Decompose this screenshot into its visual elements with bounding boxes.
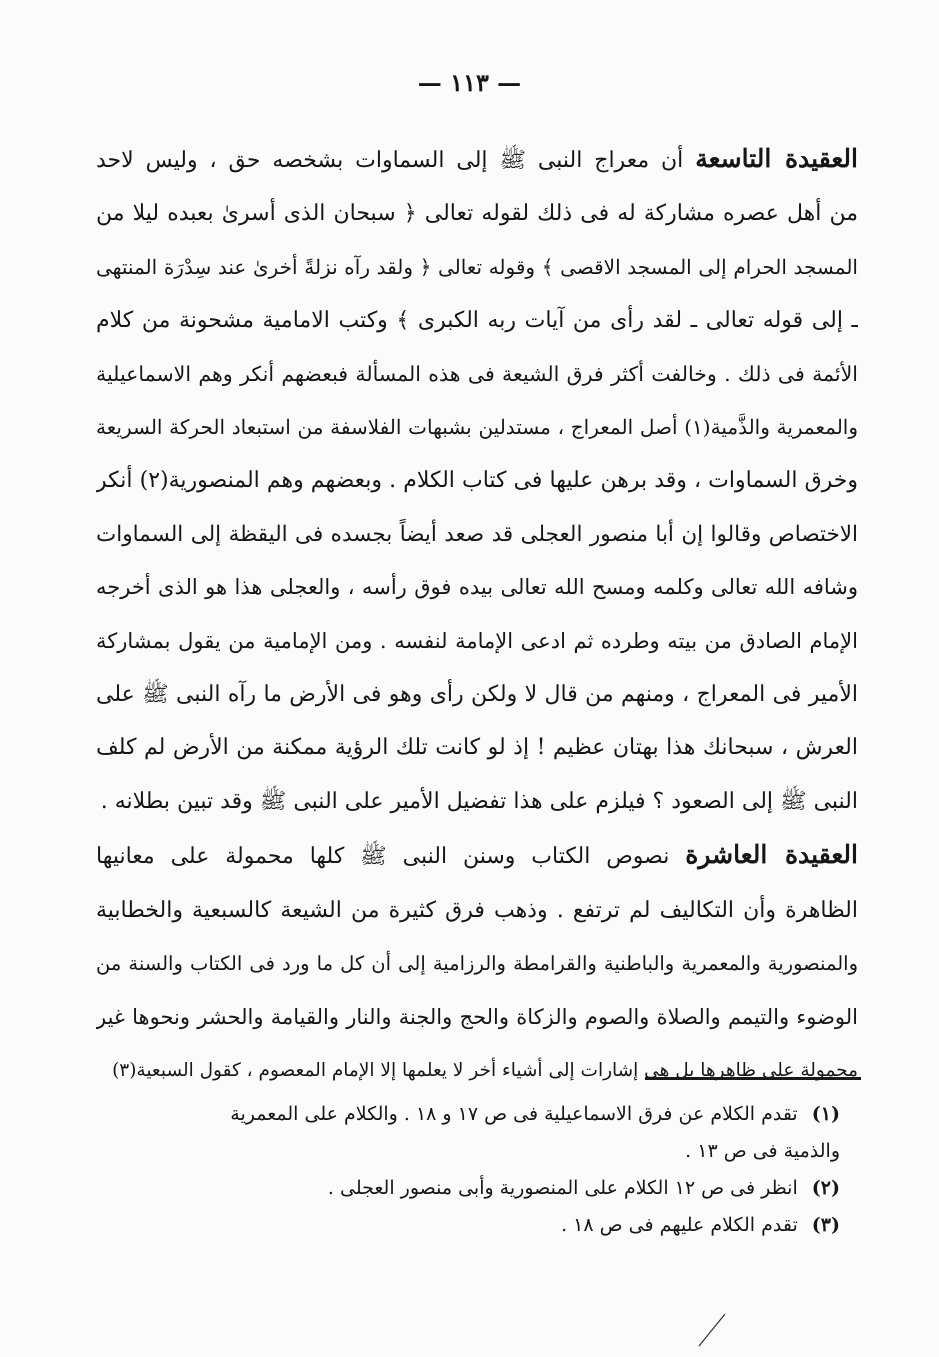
footnote-text-continued: والذمية فى ص ١٣ . xyxy=(685,1140,840,1162)
text-line: النبى ﷺ إلى الصعود ؟ فيلزم على هذا تفضيل الأمير على النبى ﷺ وقد تبين بطلانه . xyxy=(100,788,858,814)
text-line: العقيدة التاسعة أن معراج النبى ﷺ إلى السماوات بشخصه حق ، وليس لاحد xyxy=(96,144,858,173)
footnote-3 xyxy=(130,1207,840,1244)
text-line: الأئمة فى ذلك . وخالفت أكثر فرق الشيعة فى هذه المسألة فبعضهم أنكر وهم الاسماعيلية xyxy=(96,361,858,386)
footnote-text: تقدم الكلام عن فرق الاسماعيلية فى ص ١٧ و ١٨ . والكلام على المعمرية xyxy=(230,1103,798,1125)
footnote-number: (٢) xyxy=(811,1177,840,1199)
footnote-divider xyxy=(645,1077,861,1080)
footnote-number: (٣) xyxy=(811,1214,840,1236)
footnote-1 xyxy=(130,1096,840,1170)
text-line: العرش ، سبحانك هذا بهتان عظيم ! إذ لو كانت تلك الرؤية ممكنة من الأرض لم كلف xyxy=(96,735,858,761)
text-line: الأمير فى المعراج ، ومنهم من قال لا ولكن رأى وهو فى الأرض ما رآه النبى ﷺ على xyxy=(96,682,858,708)
pen-mark-icon xyxy=(695,1312,729,1348)
text-line: من أهل عصره مشاركة له فى ذلك لقوله تعالى ﴿ سبحان الذى أسرىٰ بعبده ليلا من xyxy=(96,201,858,227)
footnote-text: انظر فى ص ١٢ الكلام على المنصورية وأبى منصور العجلى . xyxy=(327,1177,798,1199)
text-line: الوضوء والتيمم والصلاة والصوم والزكاة والحج والجنة والنار والقيامة والحشر ونحوها غير xyxy=(96,1004,858,1029)
footnotes xyxy=(130,1096,840,1244)
text-line: وشافه الله تعالى وكلمه ومسح الله تعالى بيده فوق رأسه ، والعجلى هذا هو الذى أخرجه xyxy=(96,575,858,600)
text-line: الاختصاص وقالوا إن أبا منصور العجلى قد صعد أيضاً بجسده فى اليقظة إلى السماوات xyxy=(96,521,858,547)
text-line: المسجد الحرام إلى المسجد الاقصى ﴾ وقوله تعالى ﴿ ولقد رآه نزلةً أخرىٰ عند سِدْرَة المنتهى xyxy=(96,254,858,279)
text-line: الإمام الصادق من بيته وطرده ثم ادعى الإمامة لنفسه . ومن الإمامية من يقول بمشاركة xyxy=(96,628,858,653)
section-heading: العقيدة العاشرة xyxy=(685,840,858,870)
main-text xyxy=(96,132,858,1097)
paragraph-tenth-belief xyxy=(96,828,858,1097)
footnote-number: (١) xyxy=(811,1103,840,1125)
text-line: ـ إلى قوله تعالى ـ لقد رأى من آيات ربه الكبرى ﴾ وكتب الامامية مشحونة من كلام xyxy=(96,308,858,334)
text-line: العقيدة العاشرة نصوص الكتاب وسنن النبى ﷺ كلها محمولة على معانيها xyxy=(96,840,858,870)
section-heading: العقيدة التاسعة xyxy=(695,144,858,173)
footnote-text: تقدم الكلام عليهم فى ص ١٨ . xyxy=(561,1214,798,1236)
text-line: محمولة على ظاهرها بل هى إشارات إلى أشياء أخر لا يعلمها إلا الإمام المعصوم ، كقول السبعية(٣) xyxy=(112,1059,858,1081)
page-number: — ١١٣ — xyxy=(417,68,522,97)
text-line: والمعمرية والذَّمية(١) أصل المعراج ، مستدلين بشبهات الفلاسفة من استبعاد الحركة السريعة xyxy=(96,415,858,440)
text-line: وخرق السماوات ، وقد برهن عليها فى كتاب الكلام . وبعضهم وهم المنصورية(٢) أنكر xyxy=(96,468,858,494)
text-line: الظاهرة وأن التكاليف لم ترتفع . وذهب فرق كثيرة من الشيعة كالسبعية والخطابية xyxy=(96,897,858,923)
paragraph-ninth-belief xyxy=(96,132,858,828)
footnote-2 xyxy=(130,1170,840,1207)
text-line: والمنصورية والمعمرية والباطنية والقرامطة والرزامية إلى أن كل ما ورد فى الكتاب والسنة من xyxy=(96,952,858,976)
